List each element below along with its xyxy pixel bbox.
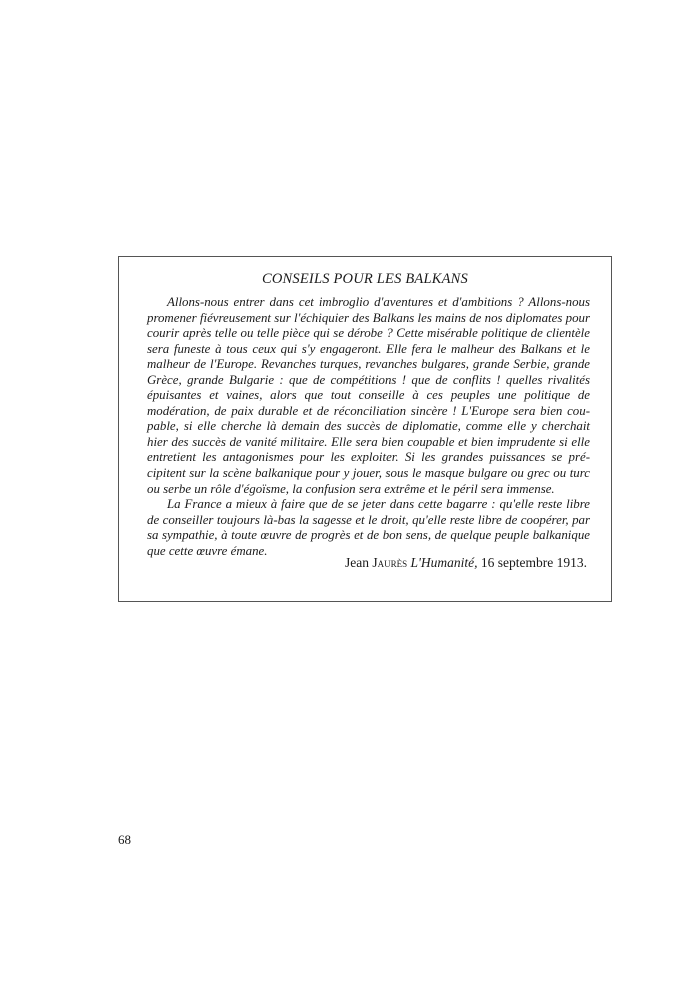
publication-date: 16 septembre 1913. bbox=[480, 555, 587, 570]
paragraph: La France a mieux à faire que de se jeter dans cette bagarre : qu'elle reste libre de conseiller toujours là-bas la sagesse et le droit, qu'elle reste libre de coopérer, par sa sympathie, à toute œuvre de progrès et de bon sens, de quelque peuple balkanique que cette œuvre émane. bbox=[147, 497, 590, 558]
quote-box bbox=[118, 256, 612, 602]
paragraph: Allons-nous entrer dans cet imbroglio d'aventures et d'ambitions ? Allons-nous promener fiévreusement sur l'échiquier des Balkans les mains de nos diplomates pour courir après telle ou telle pièce qui se dérobe ? Cette misérable politique de clientèle sera funeste à tous ceux qui s'y engageront. Elle fera le malheur des Balkans et le malheur de l'Europe. Revanches turques, revanches bulgares, grande Serbie, grande Grèce, grande Bulgarie : que de compétitions ! que de conflits ! quelles rivalités épuisantes et vaines, alors que tout conseille à ces peuples une politique de modération, de paix durable et de réconciliation sincère ! L'Europe sera bien coupable, si elle cherche là demain des succès de diplomatie, comme elle y cherchait hier des succès de vanité militaire. Elle sera bien coupable et bien imprudente si elle entretient les antagonismes pour les exploiter. Si les grandes puissances se précipitent sur la scène balkanique pour y jouer, sous le masque bulgare ou grec ou turc ou serbe un rôle d'égoïsme, la confusion sera extrême et le péril sera immense. bbox=[147, 295, 590, 496]
box-body bbox=[147, 295, 590, 559]
publication-name: L'Humanité, bbox=[410, 555, 478, 570]
box-title: CONSEILS POUR LES BALKANS bbox=[262, 271, 468, 287]
author-surname: Jaurès bbox=[372, 555, 408, 570]
author-first-name: Jean bbox=[344, 555, 369, 570]
attribution bbox=[345, 555, 587, 571]
page-number: 68 bbox=[118, 832, 131, 847]
